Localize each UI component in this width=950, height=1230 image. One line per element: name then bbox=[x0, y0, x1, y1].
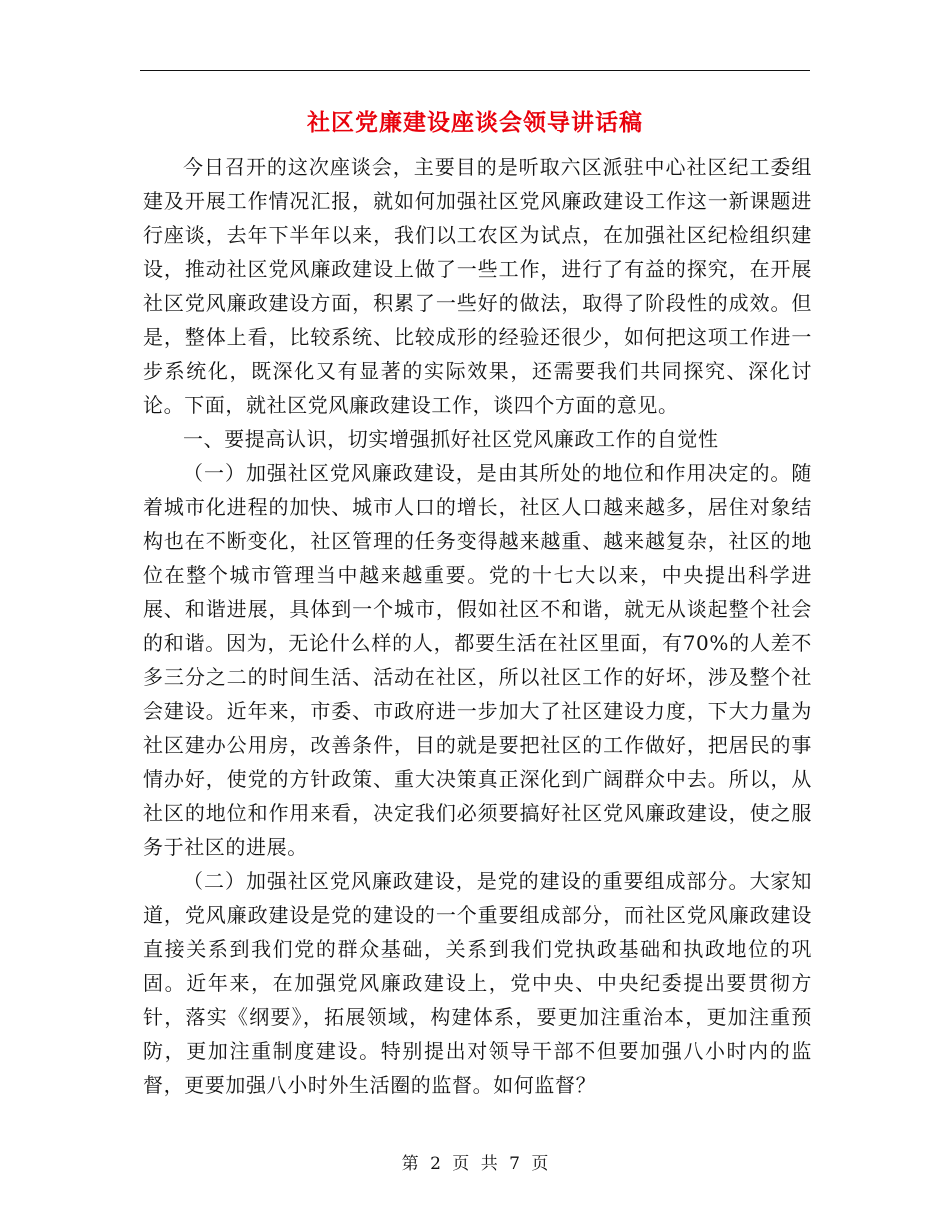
paragraph-intro: 今日召开的这次座谈会，主要目的是听取六区派驻中心社区纪工委组建及开展工作情况汇报，就如何加强社区党风廉政建设工作这一新课题进行座谈，去年下半年以来，我们以工农区为试点，在加强社区纪检组织建设，推动社区党风廉政建设上做了一些工作，进行了有益的探究，在开展社区党风廉政建设方面，积累了一些好的做法，取得了阶段性的成效。但是，整体上看，比较系统、比较成形的经验还很少，如何把这项工作进一步系统化，既深化又有显著的实际效果，还需要我们共同探究、深化讨论。下面，就社区党风廉政建设工作，谈四个方面的意见。 bbox=[143, 155, 812, 417]
header-rule bbox=[140, 70, 810, 71]
paragraph-point-2: （二）加强社区党风廉政建设，是党的建设的重要组成部分。大家知道，党风廉政建设是党的建设的一个重要组成部分，而社区党风廉政建设直接关系到我们党的群众基础，关系到我们党执政基础和执政地位的巩固。近年来，在加强党风廉政建设上，党中央、中央纪委提出要贯彻方针，落实《纲要》，拓展领域，构建体系，要更加注重治本，更加注重预防，更加注重制度建设。特别提出对领导干部不但要加强八小时内的监督，更要加强八小时外生活圈的监督。如何监督？ bbox=[143, 869, 812, 1097]
page-footer bbox=[0, 1152, 950, 1176]
footer-total-pages: 7 bbox=[509, 1154, 520, 1174]
section-heading-1: 一、要提高认识，切实增强抓好社区党风廉政工作的自觉性 bbox=[183, 427, 719, 451]
paragraph-point-1: （一）加强社区党风廉政建设，是由其所处的地位和作用决定的。随着城市化进程的加快、城市人口的增长，社区人口越来越多，居住对象结构也在不断变化，社区管理的任务变得越来越重、越来越复杂，社区的地位在整个城市管理当中越来越重要。党的十七大以来，中央提出科学进展、和谐进展，具体到一个城市，假如社区不和谐，就无从谈起整个社会的和谐。因为，无论什么样的人，都要生活在社区里面，有70%的人差不多三分之二的时间生活、活动在社区，所以社区工作的好坏，涉及整个社会建设。近年来，市委、市政府进一步加大了社区建设力度，下大力量为社区建办公用房，改善条件，目的就是要把社区的工作做好，把居民的事情办好，使党的方针政策、重大决策真正深化到广阔群众中去。所以，从社区的地位和作用来看，决定我们必须要搞好社区党风廉政建设，使之服务于社区的进展。 bbox=[143, 461, 812, 859]
footer-page-word: 页 bbox=[452, 1154, 470, 1174]
document-title: 社区党廉建设座谈会领导讲话稿 bbox=[307, 109, 643, 136]
footer-total-word: 共 bbox=[480, 1154, 498, 1174]
document-body bbox=[143, 150, 812, 1102]
footer-prefix: 第 bbox=[401, 1154, 419, 1174]
footer-suffix: 页 bbox=[531, 1154, 549, 1174]
footer-current-page: 2 bbox=[430, 1154, 441, 1174]
